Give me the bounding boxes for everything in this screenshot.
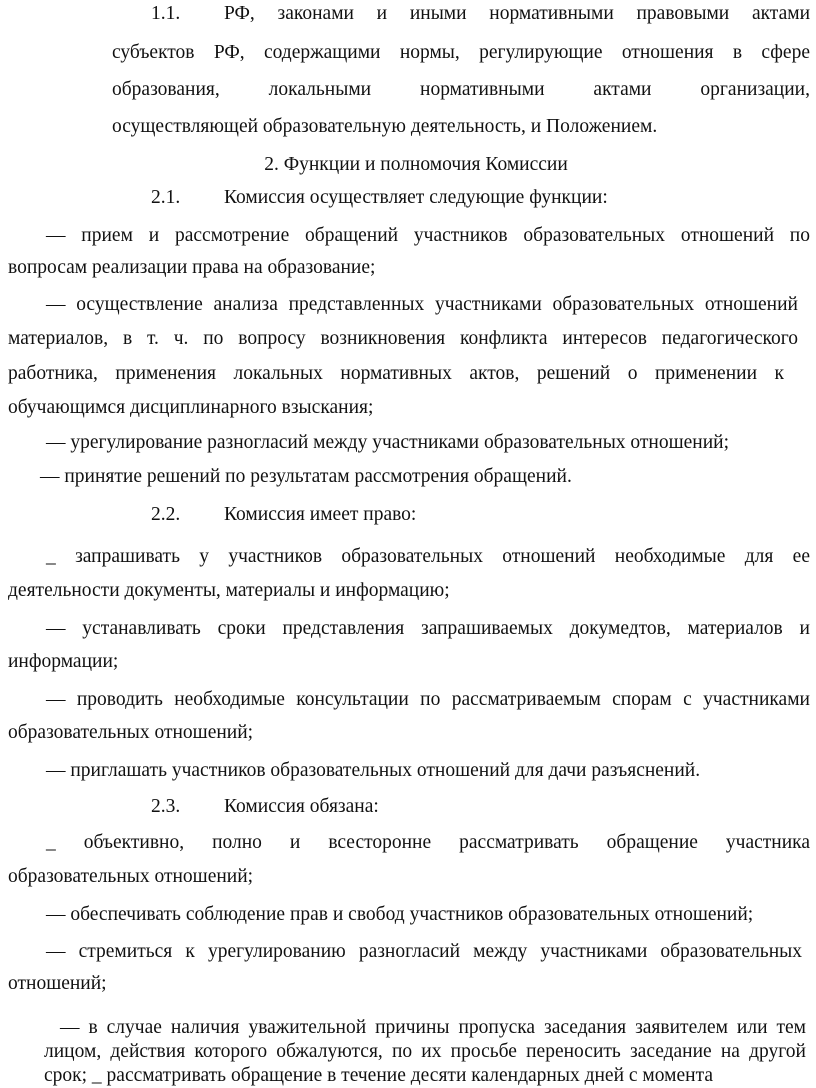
text-line: деятельности документы, материалы и информацию; bbox=[8, 580, 450, 601]
list-item: — проводить необходимые консультации по рассматриваемым спорам с участниками bbox=[46, 689, 810, 710]
list-item: — урегулирование разногласий между участниками образовательных отношений; bbox=[46, 432, 730, 453]
text-line: осуществляющей образовательную деятельность, и Положением. bbox=[112, 116, 658, 137]
list-item: — осуществление анализа представленных участниками образовательных отношений bbox=[46, 294, 798, 315]
text-line: материалов, в т. ч. по вопросу возникновения конфликта интересов педагогического bbox=[8, 328, 798, 349]
list-item: _ запрашивать у участников образовательных отношений необходимые для ее bbox=[46, 546, 810, 567]
text-line: образовательных отношений; bbox=[8, 866, 254, 887]
list-item: — стремиться к урегулированию разногласий между участниками образовательных bbox=[46, 941, 802, 962]
clause-number: 2.2. bbox=[151, 504, 181, 525]
text-line: информации; bbox=[8, 651, 119, 672]
clause-heading: Комиссия обязана: bbox=[224, 796, 379, 817]
clause-heading: Комиссия имеет право: bbox=[224, 504, 417, 525]
section-title: 2. Функции и полномочия Комиссии bbox=[264, 154, 568, 175]
text-line: срок; _ рассматривать обращение в течение десяти календарных дней с момента bbox=[44, 1065, 713, 1086]
text-line: образования, локальными нормативными актами организации, bbox=[112, 79, 810, 100]
text-line: отношений; bbox=[8, 973, 107, 994]
text-line: субъектов РФ, содержащими нормы, регулирующие отношения в сфере bbox=[112, 42, 810, 63]
text-line: обучающимся дисциплинарного взыскания; bbox=[8, 397, 374, 418]
text-line: РФ, законами и иными нормативными правовыми актами bbox=[224, 3, 810, 24]
clause-number: 1.1. bbox=[151, 3, 181, 24]
list-item: — принятие решений по результатам рассмотрения обращений. bbox=[40, 466, 572, 487]
text-line: вопросам реализации права на образование; bbox=[8, 257, 376, 278]
text-line: образовательных отношений; bbox=[8, 722, 254, 743]
list-item: — устанавливать сроки представления запрашиваемых докумедтов, материалов и bbox=[46, 618, 810, 639]
text-line: работника, применения локальных нормативных актов, решений о применении к bbox=[8, 363, 784, 384]
clause-number: 2.3. bbox=[151, 796, 181, 817]
list-item: — приглашать участников образовательных отношений для дачи разъяснений. bbox=[46, 760, 701, 781]
clause-number: 2.1. bbox=[151, 187, 181, 208]
list-item: _ объективно, полно и всесторонне рассматривать обращение участника bbox=[46, 832, 810, 853]
list-item: — в случае наличия уважительной причины пропуска заседания заявителем или тем bbox=[60, 1017, 806, 1038]
text-line: лицом, действия которого обжалуются, по их просьбе переносить заседание на другой bbox=[44, 1041, 806, 1062]
clause-heading: Комиссия осуществляет следующие функции: bbox=[224, 187, 608, 208]
list-item: — прием и рассмотрение обращений участников образовательных отношений по bbox=[46, 225, 810, 246]
list-item: — обеспечивать соблюдение прав и свобод участников образовательных отношений; bbox=[46, 904, 754, 925]
